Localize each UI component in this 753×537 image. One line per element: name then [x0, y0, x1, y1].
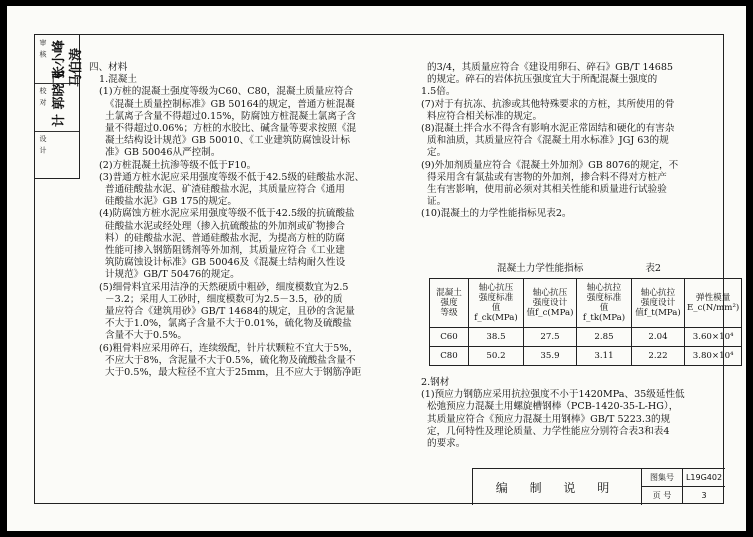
- text-line: 性能可掺入钢筋阻锈剂等外加剂，其质量应符合《工业建: [105, 245, 345, 257]
- table-cell: 2.22: [632, 347, 685, 366]
- table-row: [430, 347, 742, 366]
- table-header-line: 弹性模量: [695, 293, 731, 303]
- table-header-line: E_c(N/mm²): [687, 303, 740, 313]
- text-line: 《混凝土质量控制标准》GB 50164的规定，普通方桩混凝: [105, 98, 355, 110]
- atlas-number-label: 图集号: [642, 469, 683, 487]
- text-line: 普通硅酸盐水泥、矿渣硅酸盐水泥，其质量应符合《通用: [105, 184, 345, 196]
- text-line: 2.钢材: [421, 377, 450, 388]
- text-line: 不应大于8%，含泥量不大于0.5%，硫化物及硫酸盐含量不: [105, 354, 356, 366]
- signature-2: 计 郭晓飞: [52, 70, 67, 127]
- text-line: (6)粗骨料应采用碎石，连续级配，针片状颗粒不宜大于5%，: [99, 342, 359, 354]
- text-line: 生有害影响，使用前必须对其相关性能和质量进行试验验: [427, 184, 667, 196]
- text-line: (2)方桩混凝土抗渗等级不低于F10。: [99, 159, 257, 171]
- text-line: 的3/4，其质量应符合《建设用卵石、碎石》GB/T 14685: [427, 62, 674, 73]
- stamp-label-check: 校 对: [39, 87, 47, 107]
- table-header-line: 混凝土: [436, 288, 462, 298]
- table-header-cell: [577, 279, 632, 328]
- table-header-line: 强度: [440, 298, 458, 308]
- text-line: 硅酸盐水泥》GB 175的规定。: [105, 196, 238, 208]
- stamp-label-design: 设 计: [39, 135, 47, 155]
- text-line: (8)混凝土拌合水不得含有影响水泥正常固结和硬化的有害杂: [421, 123, 675, 135]
- table-header-line: 强度标准: [586, 293, 622, 303]
- table-header-line: 强度设计: [640, 298, 676, 308]
- text-line: 料）的硅酸盐水泥、普通硅酸盐水泥，为提高方桩的防腐: [105, 232, 345, 244]
- table-header-line: 值f_tk(MPa): [582, 303, 626, 323]
- approval-stamp-column: [34, 34, 84, 179]
- text-line: 的规定。碎石的岩体抗压强度宜大于所配混凝土强度的: [427, 74, 658, 86]
- text-line: 量不得超过0.06%；方桩的水胶比、碱含量等要求按照《混: [105, 123, 357, 135]
- text-line: 量应符合《建筑用砂》GB/T 14684的规定，且砂的含泥量: [105, 306, 355, 318]
- page-number: 3: [701, 491, 707, 500]
- title-block: [472, 468, 725, 505]
- table-header-cell: [430, 279, 469, 328]
- text-line: (9)外加剂质量应符合《混凝土外加剂》GB 8076的规定，不: [421, 159, 679, 171]
- text-line: 的要求。: [427, 438, 466, 450]
- table-header-cell: [469, 279, 524, 328]
- table-header-line: 强度标准: [478, 293, 514, 303]
- text-line: 得采用含有氯盐或有害物的外加剂，掺合料不得对方桩产: [427, 171, 667, 183]
- text-line: 计规范》GB/T 50476的规定。: [105, 269, 240, 281]
- table-cell: 3.60×10⁴: [685, 328, 742, 347]
- text-line: (3)普通方桩水泥应采用强度等级不低于42.5级的硅酸盐水泥、: [99, 171, 365, 183]
- table-row: [430, 328, 742, 347]
- table-title: 混凝土力学性能指标: [497, 263, 584, 274]
- table-header-line: 值f_c(MPa): [526, 308, 574, 318]
- atlas-number: L19G402: [683, 469, 725, 487]
- text-line: (10)混凝土的力学性能指标见表2。: [421, 208, 572, 220]
- text-line: 凝土结构设计规范》GB 50010、《工业建筑防腐蚀设计标: [105, 135, 350, 147]
- table-cell: 27.5: [524, 328, 577, 347]
- table-cell: 2.85: [577, 328, 632, 347]
- text-line: 1.5倍。: [421, 86, 456, 98]
- text-line: 硅酸盐水泥或经处理（掺入抗硫酸盐的外加剂或矿物掺合: [105, 220, 345, 232]
- text-line: 定。: [427, 147, 447, 159]
- table-cell: 3.11: [577, 347, 632, 366]
- signature-3: 马伯涛: [69, 47, 84, 87]
- text-line: (1)预应力钢筋应采用抗拉强度不小于1420MPa、35级延性低: [421, 389, 685, 401]
- text-line: (4)防腐蚀方桩水泥应采用强度等级不低于42.5级的抗硫酸盐: [99, 208, 355, 220]
- table-header-line: 轴心抗拉: [586, 283, 622, 293]
- sheet-title: 编 制 说 明: [473, 469, 642, 505]
- text-line: 四、材料: [89, 62, 128, 73]
- table-caption: [497, 263, 661, 275]
- table-header-cell: [632, 279, 685, 328]
- right-text-column: [405, 62, 678, 221]
- table-cell: 50.2: [469, 347, 524, 366]
- steel-text-column: [405, 377, 685, 450]
- table-header-line: 轴心抗压: [478, 283, 514, 293]
- text-line: 不大于1.0%，氯离子含量不大于0.01%，硫化物及硫酸盐: [105, 318, 352, 330]
- table-header-line: 强度设计: [532, 298, 568, 308]
- table-cell: 2.04: [632, 328, 685, 347]
- table-header-line: 等级: [440, 308, 458, 318]
- text-line: 定，几何特性及理论质量、力学性能应分别符合表3和表4: [427, 425, 670, 437]
- page-number-label: 页 号: [642, 487, 683, 504]
- text-line: 证。: [427, 196, 447, 208]
- table-header-line: 轴心抗拉: [640, 288, 676, 298]
- text-line: －3.2；采用人工砂时，细度模数可为2.5－3.5，砂的质: [105, 293, 343, 305]
- signature-1: 张小峰: [52, 39, 67, 79]
- text-line: (5)细骨料宜采用洁净的天然硬质中粗砂，细度模数宜为2.5: [99, 281, 349, 293]
- text-line: 筑防腐蚀设计标准》GB 50046及《混凝土结构耐久性设: [105, 257, 346, 269]
- table-cell: 35.9: [524, 347, 577, 366]
- table-header-cell: [685, 279, 742, 328]
- text-line: 其质量应符合《预应力混凝土用钢棒》GB/T 5223.3的规: [427, 413, 671, 425]
- text-line: 1.混凝土: [99, 74, 137, 86]
- table-header-cell: [524, 279, 577, 328]
- table-header-line: 轴心抗压: [532, 288, 568, 298]
- table-cell: C60: [430, 328, 469, 347]
- table-header-line: 值f_ck(MPa): [474, 303, 518, 323]
- text-line: 松弛预应力混凝土用螺旋槽钢棒（PCB-1420-35-L-HG），: [427, 401, 679, 413]
- text-line: 准》GB 50046从严控制。: [105, 147, 221, 159]
- table-cell: 38.5: [469, 328, 524, 347]
- table-header-line: 值f_t(MPa): [635, 308, 681, 318]
- text-line: 质和油质，其质量应符合《混凝土用水标准》JGJ 63的规: [427, 135, 669, 147]
- mechanical-properties-table: [429, 278, 742, 366]
- table-cell: C80: [430, 347, 469, 366]
- drawing-sheet: [7, 6, 746, 531]
- table-cell: 3.80×10⁴: [685, 347, 742, 366]
- text-line: (7)对于有抗冻、抗渗或其他特殊要求的方桩，其所使用的骨: [421, 98, 675, 110]
- left-text-column: [83, 62, 364, 379]
- text-line: 料应符合相关标准的规定。: [427, 110, 543, 122]
- text-line: 含量不大于0.5%。: [105, 330, 187, 342]
- text-line: 土氯离子含量不得超过0.15%，防腐蚀方桩混凝土氯离子含: [105, 110, 357, 122]
- table-number: 表2: [645, 263, 662, 274]
- text-line: 大于0.5%，最大粒径不宜大于25mm，且不应大于钢筋净距: [105, 367, 362, 379]
- stamp-label-review: 审 核: [39, 39, 47, 59]
- text-line: (1)方桩的混凝土强度等级为C60、C80，混凝土质量应符合: [99, 86, 354, 98]
